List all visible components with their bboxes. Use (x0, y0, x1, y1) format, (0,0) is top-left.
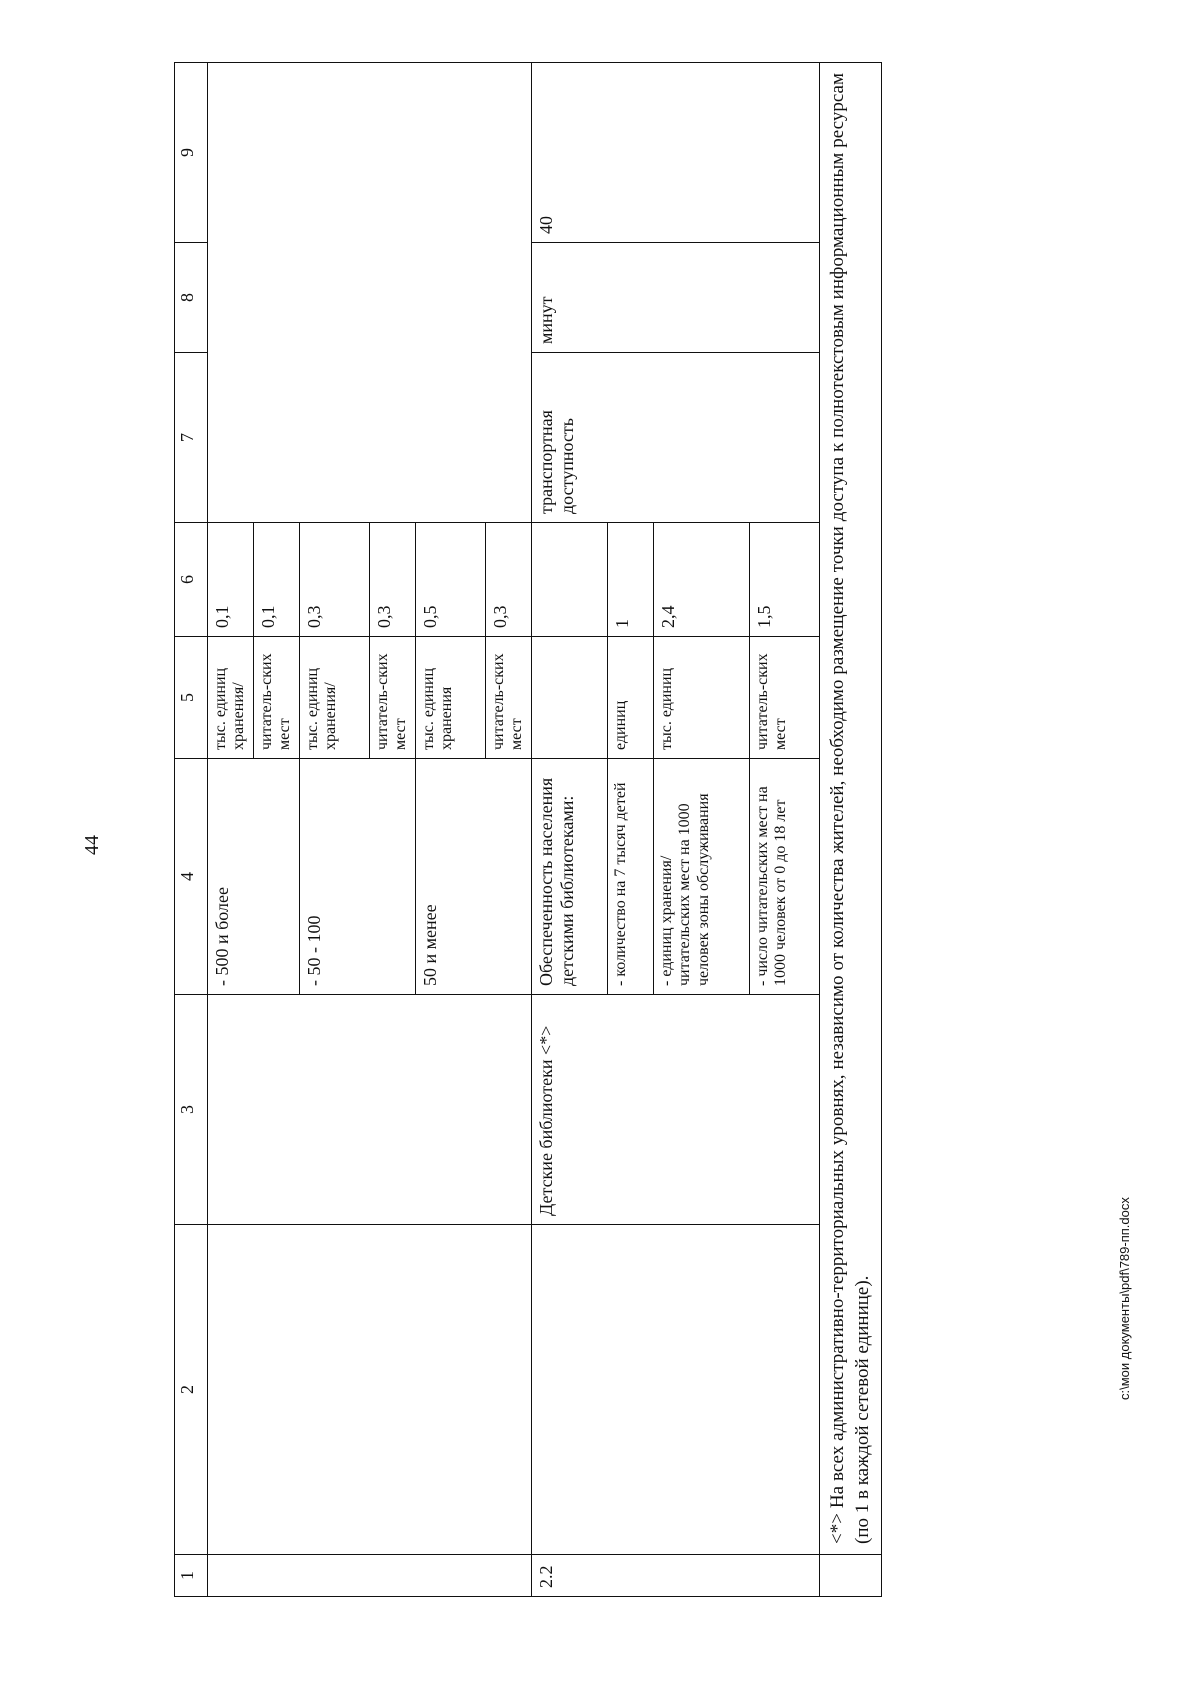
unit-cell: тыс. единиц (654, 637, 750, 759)
row-label: - 500 и более (208, 759, 300, 995)
facility-name: Детские библиотеки <*> (532, 995, 820, 1225)
cell-empty (820, 1555, 882, 1597)
row-number: 2.2 (532, 1555, 820, 1597)
header-col-1: 1 (175, 1555, 208, 1597)
value-cell: 1,5 (750, 523, 820, 637)
unit-cell: тыс. единиц хранения/ (300, 637, 370, 759)
header-col-7: 7 (175, 353, 208, 523)
indicator-unit: минут (532, 243, 820, 353)
sub-label: - количество на 7 тысяч детей (608, 759, 654, 995)
header-col-6: 6 (175, 523, 208, 637)
value-cell: 0,1 (254, 523, 300, 637)
cell-empty (532, 1225, 820, 1555)
page-number: 44 (81, 835, 103, 855)
value-cell: 0,3 (486, 523, 532, 637)
row-label: Обеспеченность населения детскими библиотеками: (532, 759, 608, 995)
value-cell: 1 (608, 523, 654, 637)
unit-cell: читатель-ских мест (254, 637, 300, 759)
cell-empty (532, 523, 608, 637)
cell-empty (208, 995, 532, 1225)
unit-cell: читатель-ских мест (750, 637, 820, 759)
indicator-name: транспортная доступность (532, 353, 820, 523)
unit-cell: читатель-ских мест (370, 637, 416, 759)
cell-empty (532, 637, 608, 759)
header-row (175, 63, 208, 1597)
unit-cell: единиц (608, 637, 654, 759)
header-col-5: 5 (175, 637, 208, 759)
header-col-8: 8 (175, 243, 208, 353)
row-label: - 50 - 100 (300, 759, 416, 995)
sub-label: - единиц хранения/ читательских мест на 1000 человек зоны обслуживания (654, 759, 750, 995)
footnote: <*> На всех административно-территориальных уровнях, независимо от количества жителей, необходимо размещение точки доступа к полнотекстовым информационным ресурсам (по 1 в каждой сетевой единице). (820, 63, 882, 1555)
row-label: 50 и менее (416, 759, 532, 995)
unit-cell: тыс. единиц хранения/ (208, 637, 254, 759)
norms-table (174, 62, 882, 1597)
header-col-3: 3 (175, 995, 208, 1225)
header-col-9: 9 (175, 63, 208, 243)
value-cell: 0,3 (300, 523, 370, 637)
header-col-4: 4 (175, 759, 208, 995)
file-path (1117, 1197, 1132, 1401)
cell-empty (208, 1555, 532, 1597)
header-col-2: 2 (175, 1225, 208, 1555)
rotated-table-container (174, 73, 1024, 1597)
cell-empty (208, 63, 532, 523)
cell-empty (208, 1225, 532, 1555)
unit-cell: читатель-ских мест (486, 637, 532, 759)
sub-label: - число читательских мест на 1000 человек от 0 до 18 лет (750, 759, 820, 995)
file-path-text: c:\мои документы\pdf\789-пп.docx (1117, 1197, 1132, 1400)
indicator-value: 40 (532, 63, 820, 243)
value-cell: 0,3 (370, 523, 416, 637)
value-cell: 0,5 (416, 523, 486, 637)
value-cell: 0,1 (208, 523, 254, 637)
value-cell: 2,4 (654, 523, 750, 637)
unit-cell: тыс. единиц хранения (416, 637, 486, 759)
